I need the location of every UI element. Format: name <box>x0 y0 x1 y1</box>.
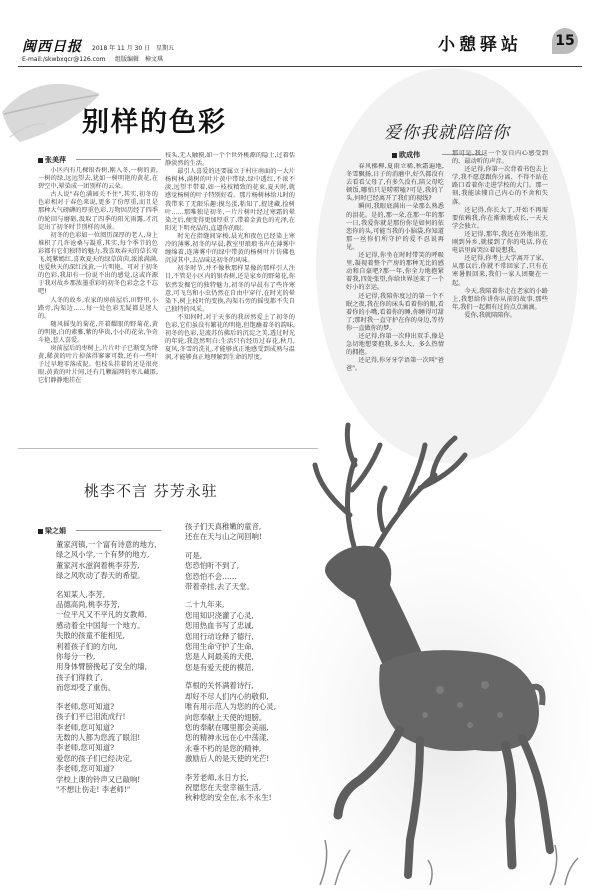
date: 2018 年 11 月 30 日 <box>92 45 151 52</box>
paragraph: 随风摇曳的菊花,开着耀眼的野菊花,黄的明艳,白的素雅,紫的华贵,小小的花朵,争奇斗艳,惹人喜爱。 <box>38 320 158 344</box>
section-divider <box>18 448 318 449</box>
poem-column <box>56 540 181 803</box>
poem-stanza <box>185 600 300 673</box>
poem-line: 带着牵挂,去了天堂。 <box>185 582 254 592</box>
paragraph: 还记得,你长大了,开始不再需要依赖我,你在渐渐地成长,一天天学会独立。 <box>452 206 548 230</box>
issue-date <box>92 45 174 52</box>
paragraph: 那可是,我这一个发自内心感受到的、最动听的声音。 <box>452 150 548 166</box>
poem-line: 学校上课的铃声又已敲响! <box>56 774 141 784</box>
article-column <box>452 150 548 415</box>
paragraph: 房前屋后的枣树上,片片叶子已渐变为绛黄,稀黄的叶片掉落得寥寥可数,还有一些叶子过早地零落成泥。但枝头挂着的还是很亮眼,黄黄的叶片间,还有几颗漏网的枣儿藏匿,它们静静地挂在 <box>38 345 158 385</box>
masthead: 闽西日报 <box>22 39 82 55</box>
poem-line: 李老师,您可知道? <box>56 722 115 732</box>
poem-line: 品德高尚,桃李芬芳, <box>56 600 120 610</box>
poem-line: 却好不尽人们内心的敬仰, <box>185 691 269 701</box>
paragraph: 时光在指缝间穿梭,晨光和夜色已经染上寒冷的薄雾,初冬的早晨,教室里琅琅书声在薄雾中缠绵着,连薄雾中的绿中带黄的杨树叶片仿佛也沉浸其中,去品味这初冬的风味。 <box>165 232 295 265</box>
paragraph: 爱你,我就陪陪你。 <box>464 311 516 319</box>
poem-line: 唯有用示范人为您的的心灵, <box>185 702 277 712</box>
section-title: 小憩驿站 <box>438 35 522 55</box>
paragraph: 还记得,你坐在时时带笑的呼吸里,凝视着整个产房的那种无比的感动和自豪吧?那一年,你全力地抱紧着我,四处张望,你给世界送来了一个好小的幸运。 <box>346 252 444 292</box>
poem-line: 二十九年来, <box>185 600 225 610</box>
poem-line: 一位平凡又不平凡的女教师, <box>56 610 148 620</box>
poem-line: 董家河水滋润着桃李芬芳, <box>56 560 140 570</box>
poem-line: 秋种您的安全在,永不永生! <box>185 793 272 803</box>
editor-label: 组版编辑 <box>115 56 140 63</box>
poem-line: "不想让伤走! 李老师!" <box>56 784 131 794</box>
author-name: 梁之娟 <box>45 527 66 535</box>
weekday: 星期五 <box>156 45 175 52</box>
poem-line: 您用知识浇灌了心灵, <box>185 610 254 620</box>
poem-line: 激励后人的是天使的光芒! <box>185 754 270 764</box>
poem-line: 用身体臂膀挽起了安全的墙, <box>56 662 148 672</box>
poem-line: 您用热血书写了忠诚, <box>185 621 254 631</box>
editor-credit <box>115 56 163 63</box>
author-name: 张美萍 <box>45 156 66 164</box>
paragraph: 初冬的色彩如一位阅历深厚的老人,身上堆积了几许沧桑与凝重,其实,每个季节的色彩都有它们独特的魅力,我喜欢春天的草长莺飞,姹紫嫣红,喜欢夏天的绿草茵茵,浓浓满满,也爱秋天的深红浅黄,一片明艳。可对于初冬的色彩,我却有一份说不出的感觉,这或许源于我对故乡那浓墨重彩的初冬色彩念念不忘吧! <box>38 231 158 296</box>
paragraph: 还记得,你考上大学离开了家。从那以后,你就不常回家了,只有在寒暑假回来,我们一家人团聚在一起。 <box>452 255 548 287</box>
poem-stanza <box>185 551 300 593</box>
paragraph: 最引人喜爱的还要属立于村庄南面的一大片杨树林,满树的叶片黄中带绿,绿中透红,不浓不淡,远望半带着,如一枝枝精致的花束,夏天时,就感觉杨树的叶子特别好看。那片杨树林给儿时的我带来了无限乐趣:摸鸟蛋,粘知了,捉迷藏,捡树叶……那唯独是初冬,一片片树叶经过寒霜的晕染之后,便变得更加厚重了,带着金黄色的光泽,在阳光下明亮晶的,直逼你的眼。 <box>165 168 295 232</box>
article-byline <box>38 155 66 165</box>
poem-line: 李芳老师,永日方长, <box>185 772 249 782</box>
poem-line: 您的精神永远在心中荡漾, <box>185 733 269 743</box>
byline-rule <box>76 530 161 531</box>
paragraph: 古人说"春色满园关不住",其实,初冬的色彩相对于春色来说,更多了份厚重,而且是那种大气磅礴的厚重色彩,万物因历经了四季的轮回与磨砺,汲取了四季的阳光雨露,才沉淀出了初冬时节别样的风景。 <box>38 191 158 231</box>
poem-line: 无数的人都为您流了眼泪! <box>56 732 141 742</box>
email: E-mail:/skwbxqcr@126.com <box>22 56 106 63</box>
article-column <box>38 167 158 437</box>
poem-line: 绿之风小学,一个有梦的地方, <box>56 550 150 560</box>
paragraph: 春风拂柳,夏雨立稀,秋霜遍地,冬雪飘扬,日子的消磨中,好久都没有去看看父母了,有多久没有,陪父母吃顿饭,哪怕只是唠唠嗑?可是,我的丫头,何时已经离开了我们的视线? <box>346 163 444 203</box>
poem-line: 爱您的孩子们已经决定, <box>56 753 133 763</box>
paragraph: 还记得,我陪你度过的第一个不眠之夜,我在你的床头看着你的眼,看着你的小嘴,看着你的睡,你睡得可甜了;那时我一直守护在你的身边,等待你一直做你的梦。 <box>346 292 444 332</box>
poem-line: 您恐怕不会…… <box>185 571 237 581</box>
paragraph: 人冬的故乡,农家的房前屋后,田野里,小路旁,沟渠边……每一处色彩无疑都是迷人的。 <box>38 296 158 320</box>
poem-line: 李老师,您可知道? <box>56 743 115 753</box>
poem-line: 您的奉献在哪里都会美丽, <box>185 722 269 732</box>
poem-line: 孩子们天真稚嫩的童音, <box>185 522 262 531</box>
poem-line: 失散的孩童不能相见, <box>56 631 125 641</box>
poem-line: 您恐怕听不到了, <box>185 561 240 571</box>
article-title: 桃李不言 芬芳永驻 <box>84 482 218 500</box>
poem-line: 你每分一秒, <box>56 652 96 662</box>
author-name: 欧成伟 <box>399 151 420 159</box>
poem-line: 利着孩子们的方向, <box>56 641 118 651</box>
poem-line: 还在在天与山之间回响! <box>185 532 262 542</box>
poem-stanza <box>185 681 300 764</box>
poem-stanza <box>185 522 300 543</box>
poem-line: 向您奉献上天使的翅膀。 <box>185 712 267 722</box>
poem-line: 孩子们得救了, <box>56 672 103 682</box>
poem-line: 可是, <box>185 550 203 560</box>
poem-stanza <box>56 702 181 796</box>
poem-line: 李老师,您可知道? <box>56 764 115 774</box>
byline-rule <box>76 159 161 160</box>
paragraph: 还记得,你第一次背着书包去上学,我不愿意跟你分离、不得不站在路口看着你走进学校的大门。那一刻,我能读懂自己内心的不舍和失落。 <box>452 166 548 206</box>
poem-stanza <box>185 773 300 804</box>
poem-line: 绿之风吹动了春天的希望。 <box>56 571 145 581</box>
header <box>0 0 600 62</box>
poem-line: 李老师,您可知道? <box>56 701 115 711</box>
deer-illustration <box>260 420 590 890</box>
poem-stanza <box>56 590 181 694</box>
paragraph: 初冬时节,并不像秋那样显像的那样引人注目,不管是小区内的银杏树,还是家乡的野菊花,你依然发掘它的独特魅力,初冬的早晨有了些许寒意,可飞鸟和小虫仍然在自由中穿行,在时光的晕染下,树上枝叶的变换,沟渠石旁的摇曳都不失自己独特的风采。 <box>165 265 295 313</box>
poem-line: 感动着全中国每一个地方。 <box>56 620 145 630</box>
poem-line: 您是人间最美的天使, <box>185 652 254 662</box>
page-number: 15 <box>555 33 575 49</box>
poem-line: 您是有爱天使的模范, <box>185 662 254 672</box>
article-byline <box>392 150 420 160</box>
poem-line: 草根的关怀满着诗行, <box>185 681 254 691</box>
paragraph: 小区内有几棵银杏树,刚入冬,一树的黄,一树的绿,远远望去,犹如一树明艳的黄花,在碧空中,晕染成一团别样的云朵。 <box>38 167 158 191</box>
paragraph: 还记得,你第一次伸出双手,像是急切地想要抱我,多么大、多么热情的拥抱。 <box>346 332 444 357</box>
editor-name: 樟文琪 <box>144 56 163 63</box>
page-number-badge <box>552 28 578 54</box>
paragraph: 瞬间,我眼底满出一朵那么熟悉的泪花。是的,那一朵,在那一年的那一日,我爱你就是那份你是如何的依恋你的头,可能当我的小脑袋,你知道那一丝你们所守护的爱不忍说再见。 <box>346 203 444 251</box>
poem-line: 您用行动诠释了德行, <box>185 631 254 641</box>
poem-line: 永垂不朽的是您的精神, <box>185 743 262 753</box>
article-title: 爱你我就陪陪你 <box>384 123 510 143</box>
paragraph: 还记得,那年,我还在外地出差,刚到异乡,就接到了你的电话,你在电话里面哭泣着说想我。 <box>452 230 548 255</box>
paragraph: 不知何时,对于天多的我居然爱上了初冬的色彩,它们虽没有繁花的明艳,但饱蘸着冬的韵味,初冬的色彩,是流苏仿佛后的沉淀之美,透过时光的年轮,我忽然明白:生活只有经历过春花,秋月,夏风,冬雪的洗礼,才能够真正地感受到成熟与温润,才能够真正地理解到生命的厚度。 <box>165 313 295 362</box>
paragraph: 今天,我陪着你走在老家的小路上,我想给你讲你从前的故事,那些年,我们一起拥有过的点点滴滴。 <box>452 287 548 311</box>
article-title: 别样的色彩 <box>82 107 227 138</box>
article-column <box>165 152 295 437</box>
article-byline <box>38 526 66 536</box>
article-column <box>346 163 444 403</box>
poem-line: 名知某人,李芳, <box>56 589 106 599</box>
poem-line: 而您却受了重伤。 <box>56 683 116 693</box>
paragraph: 还记得,你牙牙学语第一次叫"爸爸"。 <box>346 357 444 373</box>
header-rule <box>18 66 582 67</box>
poem-line: 孩子们平已泪流成行! <box>56 712 126 722</box>
poem-stanza <box>56 540 181 582</box>
paragraph: 枝头,无人触摸,如一个个世外桃源的隐士,过着恬静淡然的生活。 <box>165 152 295 168</box>
poem-column <box>185 522 300 812</box>
poem-line: 您用生命守护了生命, <box>185 642 254 652</box>
poem-line: 祝愿您在天堂幸福生活, <box>185 782 262 792</box>
poem-line: 董家河镇,一个富有诗意的地方, <box>56 540 157 549</box>
